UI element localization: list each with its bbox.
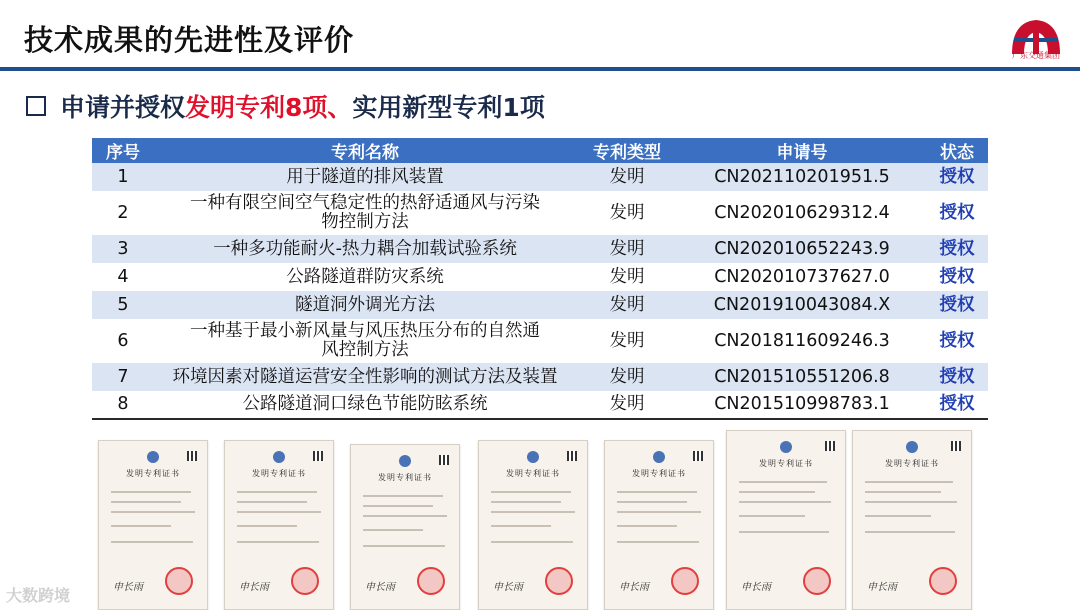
row-status: 授权 <box>939 330 975 351</box>
patent-certificate-image <box>852 430 972 610</box>
qr-code-icon <box>951 441 961 451</box>
row-no: 8 <box>92 391 154 419</box>
qr-code-icon <box>693 451 703 461</box>
row-type: 发明 <box>609 366 645 387</box>
header-name: 专利名称 <box>331 143 399 163</box>
row-type: 发明 <box>576 391 678 419</box>
row-name: 隧道洞外调光方法 <box>295 294 435 315</box>
row-no: 3 <box>117 238 129 259</box>
row-name: 一种有限空间空气稳定性的热舒适通风与污染物控制方法 <box>190 193 540 232</box>
certificate-title: 发明专利证书 <box>885 459 939 468</box>
row-status: 授权 <box>939 366 975 387</box>
certificate-title: 发明专利证书 <box>252 469 306 478</box>
patent-office-emblem-icon <box>147 451 159 463</box>
page-title: 技术成果的先进性及评价 <box>24 23 355 57</box>
patent-certificate-image <box>604 440 714 610</box>
certificate-gallery <box>90 428 976 608</box>
logo-text: 广东交通集团 <box>1012 51 1060 60</box>
patent-certificate-image <box>224 440 334 610</box>
certificate-signature: 申长雨 <box>239 582 269 593</box>
row-app-no: CN202010652243.9 <box>714 238 890 259</box>
row-status: 授权 <box>939 238 975 259</box>
certificate-signature: 申长雨 <box>493 582 523 593</box>
row-app-no: CN202010737627.0 <box>714 266 890 287</box>
red-seal-icon <box>417 567 445 595</box>
row-app-no: CN202110201951.5 <box>714 166 890 187</box>
red-seal-icon <box>803 567 831 595</box>
table-header-row <box>92 138 988 163</box>
patent-office-emblem-icon <box>273 451 285 463</box>
certificate-signature: 申长雨 <box>867 582 897 593</box>
row-no: 5 <box>117 294 129 315</box>
row-name: 公路隧道洞口绿色节能防眩系统 <box>154 391 576 419</box>
table-row <box>92 291 988 319</box>
table-row <box>92 391 988 419</box>
row-no: 1 <box>117 166 129 187</box>
row-app-no: CN201510551206.8 <box>714 366 890 387</box>
row-name: 一种多功能耐火-热力耦合加载试验系统 <box>213 238 517 259</box>
qr-code-icon <box>825 441 835 451</box>
row-status: 授权 <box>939 202 975 223</box>
row-name: 一种基于最小新风量与风压热压分布的自然通风控制方法 <box>190 321 540 360</box>
qr-code-icon <box>439 455 449 465</box>
watermark: 大数跨境 <box>6 586 71 605</box>
row-status: 授权 <box>939 166 975 187</box>
row-no: 2 <box>117 202 129 223</box>
section-subtitle <box>26 88 545 124</box>
table-row <box>92 263 988 291</box>
subtitle-part2: 发明专利8项、 <box>185 93 353 122</box>
certificate-signature: 申长雨 <box>365 582 395 593</box>
subtitle-part3: 实用新型专利1项 <box>352 93 545 122</box>
patent-office-emblem-icon <box>527 451 539 463</box>
header-divider <box>0 67 1080 71</box>
certificate-title: 发明专利证书 <box>126 469 180 478</box>
subtitle-part1: 申请并授权 <box>60 93 186 122</box>
row-status: 授权 <box>939 266 975 287</box>
red-seal-icon <box>929 567 957 595</box>
row-status: 授权 <box>926 391 988 419</box>
row-name: 环境因素对隧道运营安全性影响的测试方法及装置 <box>172 366 558 387</box>
table-row <box>92 235 988 263</box>
row-name: 用于隧道的排风装置 <box>286 166 444 187</box>
patent-certificate-image <box>350 444 460 610</box>
red-seal-icon <box>165 567 193 595</box>
patent-certificate-image <box>98 440 208 610</box>
row-type: 发明 <box>609 266 645 287</box>
row-type: 发明 <box>609 330 645 351</box>
patent-office-emblem-icon <box>399 455 411 467</box>
red-seal-icon <box>291 567 319 595</box>
table-row <box>92 319 988 363</box>
red-seal-icon <box>545 567 573 595</box>
header-type: 专利类型 <box>593 143 661 163</box>
patent-office-emblem-icon <box>653 451 665 463</box>
certificate-title: 发明专利证书 <box>759 459 813 468</box>
certificate-title: 发明专利证书 <box>632 469 686 478</box>
header-no: 序号 <box>106 143 140 163</box>
table-row <box>92 191 988 235</box>
row-app-no: CN202010629312.4 <box>714 202 890 223</box>
patent-table <box>92 138 988 420</box>
row-type: 发明 <box>609 202 645 223</box>
row-app-no: CN201811609246.3 <box>714 330 890 351</box>
qr-code-icon <box>313 451 323 461</box>
patent-office-emblem-icon <box>780 441 792 453</box>
certificate-signature: 申长雨 <box>619 582 649 593</box>
header-status: 状态 <box>940 143 974 163</box>
certificate-title: 发明专利证书 <box>506 469 560 478</box>
row-no: 7 <box>117 366 129 387</box>
qr-code-icon <box>187 451 197 461</box>
certificate-title: 发明专利证书 <box>378 473 432 482</box>
row-no: 4 <box>117 266 129 287</box>
certificate-signature: 申长雨 <box>113 582 143 593</box>
table-row <box>92 163 988 191</box>
square-bullet-icon <box>26 96 46 116</box>
qr-code-icon <box>567 451 577 461</box>
row-app-no: CN201510998783.1 <box>678 391 926 419</box>
row-name: 公路隧道群防灾系统 <box>286 266 444 287</box>
patent-certificate-image <box>726 430 846 610</box>
row-type: 发明 <box>609 294 645 315</box>
certificate-signature: 申长雨 <box>741 582 771 593</box>
patent-certificate-image <box>478 440 588 610</box>
row-type: 发明 <box>609 166 645 187</box>
row-type: 发明 <box>609 238 645 259</box>
header-app-no: 申请号 <box>776 143 828 163</box>
red-seal-icon <box>671 567 699 595</box>
table-row <box>92 363 988 391</box>
row-status: 授权 <box>939 294 975 315</box>
row-no: 6 <box>117 330 129 351</box>
patent-office-emblem-icon <box>906 441 918 453</box>
row-app-no: CN201910043084.X <box>713 294 891 315</box>
